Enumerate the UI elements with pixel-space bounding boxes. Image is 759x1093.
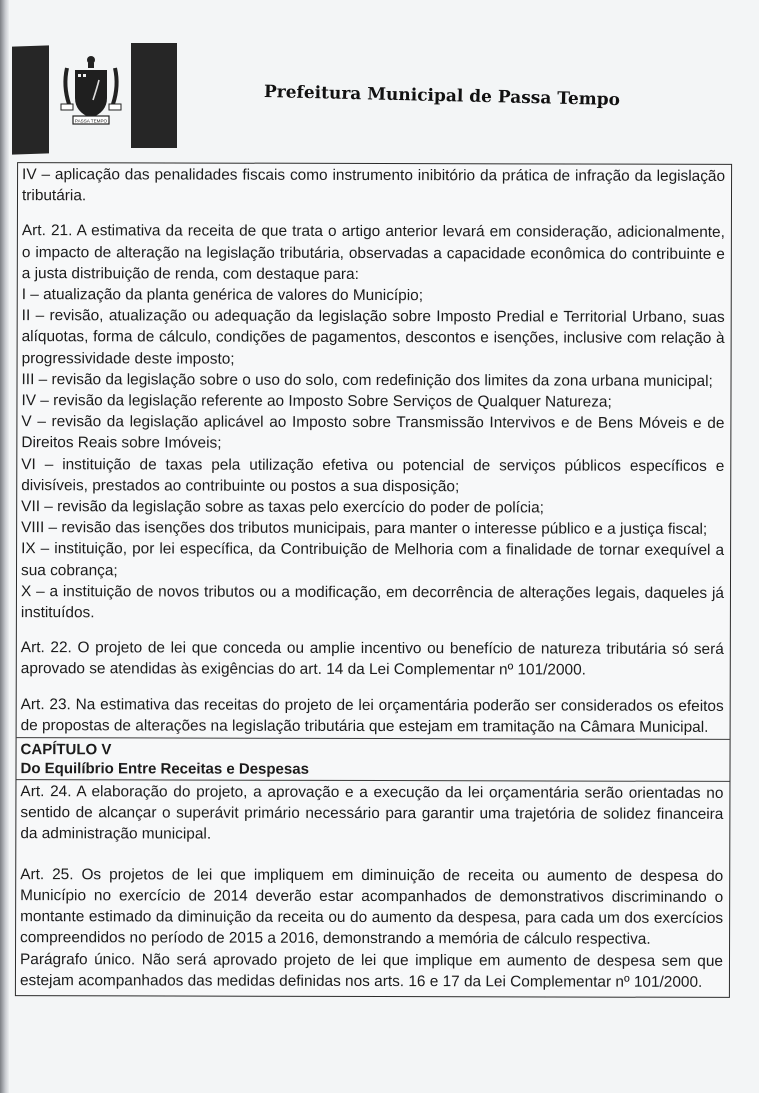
list-item: VII – revisão da legislação sobre as taxas pelo exercício do poder de polícia; — [21, 498, 544, 517]
article-24: Art. 24. A elaboração do projeto, a aprovação e a execução da lei orçamentária serão orientadas no sentido de alcançar o superávit primário necessário para garantir uma trajetória de solidez financeira da administração municipal. — [20, 783, 724, 844]
page-title: Prefeitura Municipal de Passa Tempo — [263, 82, 621, 111]
article-22: Art. 22. O projeto de lei que conceda ou amplie incentivo ou benefício de natureza tributária só será aprovado se atendidas às exigências do art. 14 da Lei Complementar nº 101/2000. — [20, 639, 724, 680]
logo-bar-left — [12, 45, 49, 154]
coat-of-arms-icon — [57, 52, 125, 128]
item-iv-penalties: IV – aplicação das penalidades fiscais como instrumento inibitório da prática de infração da legislação tributária. — [21, 166, 726, 205]
crest-motto: PASSA TEMPO — [74, 118, 108, 124]
chapter-subtitle: Do Equilíbrio Entre Receitas e Despesas — [20, 760, 309, 778]
article-21: Art. 21. A estimativa da receita de que trata o artigo anterior levará em consideração, adicionalmente, o impacto de alteração na legislação tributária, observadas a capacidade econômica do contribuinte e a justa distribuição de renda, com destaque para: — [21, 222, 725, 283]
chapter-heading — [16, 737, 729, 781]
chapter-title: CAPÍTULO V — [20, 741, 112, 759]
list-item: VI – instituição de taxas pela utilização efetiva ou potencial de serviços públicos específicos e divisíveis, prestados ao contribuinte ou postos a sua disposição; — [21, 455, 725, 496]
document-table — [15, 162, 732, 998]
list-item: I – atualização da planta genérica de valores do Município; — [21, 286, 424, 305]
section-balance — [16, 779, 730, 997]
list-item: VIII – revisão das isenções dos tributos municipais, para manter o interesse público e a justiça fiscal; — [21, 519, 708, 539]
list-item: II – revisão, atualização ou adequação da legislação sobre Imposto Predial e Territorial Urbano, suas alíquotas, forma de cálculo, condições de pagamentos, descontos e isenções, inclusive com relação à progressividade deste imposto; — [21, 307, 725, 368]
list-item: IV – revisão da legislação referente ao Imposto Sobre Serviços de Qualquer Natureza; — [21, 392, 612, 411]
list-item: III – revisão da legislação sobre o uso do solo, com redefinição dos limites da zona urbana municipal; — [21, 370, 713, 390]
list-item: V – revisão da legislação aplicável ao Imposto sobre Transmissão Intervivos e de Bens Móveis e de Direitos Reais sobre Imóveis; — [21, 413, 725, 453]
article-25: Art. 25. Os projetos de lei que impliquem em diminuição de receita ou aumento de despesa do Município no exercício de 2014 deverão estar acompanhados de demonstrativos discriminando o montante estimado da diminuição da receita ou do aumento da despesa, para cada um dos exercícios compreendidos no período de 2015 a 2016, demonstrando a memória de cálculo respectiva. — [20, 865, 724, 949]
article-23: Art. 23. Na estimativa das receitas do projeto de lei orçamentária poderão ser considerados os efeitos de propostas de alterações na legislação tributária que estejam em tramitação na Câmara Municipal. — [20, 695, 724, 736]
section-revenue-estimate — [17, 163, 732, 739]
page-edge-shadow — [0, 0, 9, 1093]
list-item: X – a instituição de novos tributos ou a modificação, em decorrência de alterações legais, daqueles já instituídos. — [20, 582, 724, 622]
logo-bar-right — [131, 43, 177, 148]
sole-paragraph: Parágrafo único. Não será aprovado projeto de lei que implique em aumento de despesa sem que estejam acompanhados das medidas definidas nos arts. 16 e 17 da Lei Complementar nº 101/2000. — [19, 950, 724, 991]
list-item: IX – instituição, por lei específica, da Contribuição de Melhoria com a finalidade de tornar exequível a sua cobrança; — [21, 540, 725, 579]
